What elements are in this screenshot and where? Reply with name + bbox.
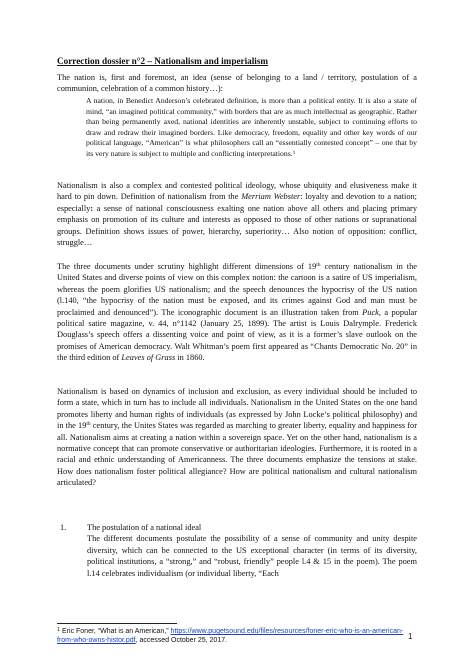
footnote-number: 1 [57, 627, 61, 633]
list-heading: The postulation of a national ideal [87, 523, 202, 532]
definition-paragraph [57, 180, 417, 248]
page-number: 1 [408, 632, 413, 641]
book-title: Leaves of Grass [121, 353, 176, 363]
analysis-body [57, 386, 417, 489]
list-number: 1. [60, 523, 67, 532]
quote-text: A nation, in Benedict Anderson’s celebrated definition, is more than a political entity. It is also a state of mind, “an imagined political community,” with borders that are as much intellectual as geographic. Rather than being permanently axed, national identities are inherently unstable, subject to continuing efforts to draw and redraw their imagined borders. Like democracy, freedom, equality and other key words of our political language, “American” is what philosophers call an “essentially contested concept” – one that by its very nature is subject to multiple and conflicting interpretations. [86, 96, 417, 158]
numbered-list [57, 522, 417, 579]
documents-text-b: century nationalism in the United States and diverse points of view on this complex notion: the cartoon is a satire of US imperialism, whereas the poem glorifies US nationalism; and the speech denounces the hypocrisy of the US nation (l.140, “the hypocrisy of the nation must be exposed, and its crimes against God and man must be proclaimed and denounced”). The iconographic document is an illustration taken from [57, 262, 417, 317]
documents-body [57, 261, 417, 364]
definition-colon: : [90, 203, 94, 213]
documents-sup: th [316, 262, 321, 268]
footnote-text-b: , accessed October 25, 2017. [135, 637, 228, 644]
list-text: The different documents postulate the possibility of a sense of community and unity despite diversity, which can be connected to the US exceptional character (in terms of its diversity, political institutions, a “strong,” and “robust, friendly” people l.4 & 15 in the poem). The poem l.14 celebrates individualism (or individual liberty, “Each [87, 534, 417, 578]
block-quote [86, 96, 417, 159]
documents-paragraph [57, 261, 417, 364]
footnote-link[interactable]: https://www.pugetsound.edu/files/resources/foner-eric-who-is-an-american-from-who-owns-histor.pdf [57, 628, 404, 644]
footnote [57, 627, 417, 645]
analysis-text-a: Nationalism is based on dynamics of inclusion and exclusion, as every individual should be included to form a state, which in turn has to include all individuals. Nationalism in the United States on the one hand promotes liberty and human rights of individuals (as expressed by John Locke’s political philosophy) and in the 19 [57, 387, 417, 431]
page-title: Correction dossier n°2 – Nationalism and imperialism [57, 56, 269, 66]
definition-text-a: Nationalism is also a complex and contested political ideology, whose ubiquity and elusiveness make it hard to pin down. Definition of nationalism from the [57, 181, 417, 202]
footnote-text-a: Eric Foner, “What is an American,” [60, 628, 171, 635]
definition-source: Merriam Webster [241, 192, 301, 202]
list-item-content [87, 522, 417, 579]
analysis-text-b: century, the Unites States was regarded as marching to greater liberty, equality and happiness for all. Nationalism aims at creating a nation within a sovereign space. Yet on the other hand, nationalism is a normative concept that can promote conservative or authoritarian ideologies. Furthermore, it is rooted in a racial and ethnic understanding of Americanness. The three documents emphasize the tensions at stake. How does nationalism foster political allegiance? How are political nationalism and cultural nationalism articulated? [57, 421, 417, 488]
definition-text-b: : loyalty and devotion to a nation; especially [57, 192, 417, 213]
definition-body [57, 180, 417, 248]
magazine-title: Puck [362, 307, 379, 317]
quote-body [86, 96, 417, 159]
list-item [57, 522, 417, 579]
analysis-sup: th [86, 421, 91, 428]
intro-paragraph [57, 72, 417, 95]
footnote-reference[interactable]: 1 [292, 149, 296, 156]
analysis-paragraph [57, 386, 417, 489]
footnote-divider [57, 623, 177, 624]
definition-text-c: a sense of national consciousness exalting one nation above all others and placing primary emphasis on promotion of its culture and interests as opposed to those of other nations or supranational groups. Definition shows issues of power, hierarchy, superiority… Also notion of opposition: conflict, struggle… [57, 203, 417, 248]
documents-text-a: The three documents under scrutiny highlight different dimensions of 19 [57, 262, 317, 271]
documents-text-d: in 1860. [175, 353, 205, 363]
documents-text-c: , a popular political satire magazine, v. 44, n°1142 (January 25, 1899). The artist is Louis Dalrymple. Frederick Douglass’s speech offers a dissenting voice and point of view, as it is a former’s slave outlook on the promises of American democracy. Walt Whitman’s poem first appeared as “Chants Democratic No. 20” in the third edition of [57, 307, 417, 363]
intro-text: The nation is, first and foremost, an idea (sense of belonging to a land / territory, postulation of a communion, celebration of a common history…): [57, 73, 417, 94]
